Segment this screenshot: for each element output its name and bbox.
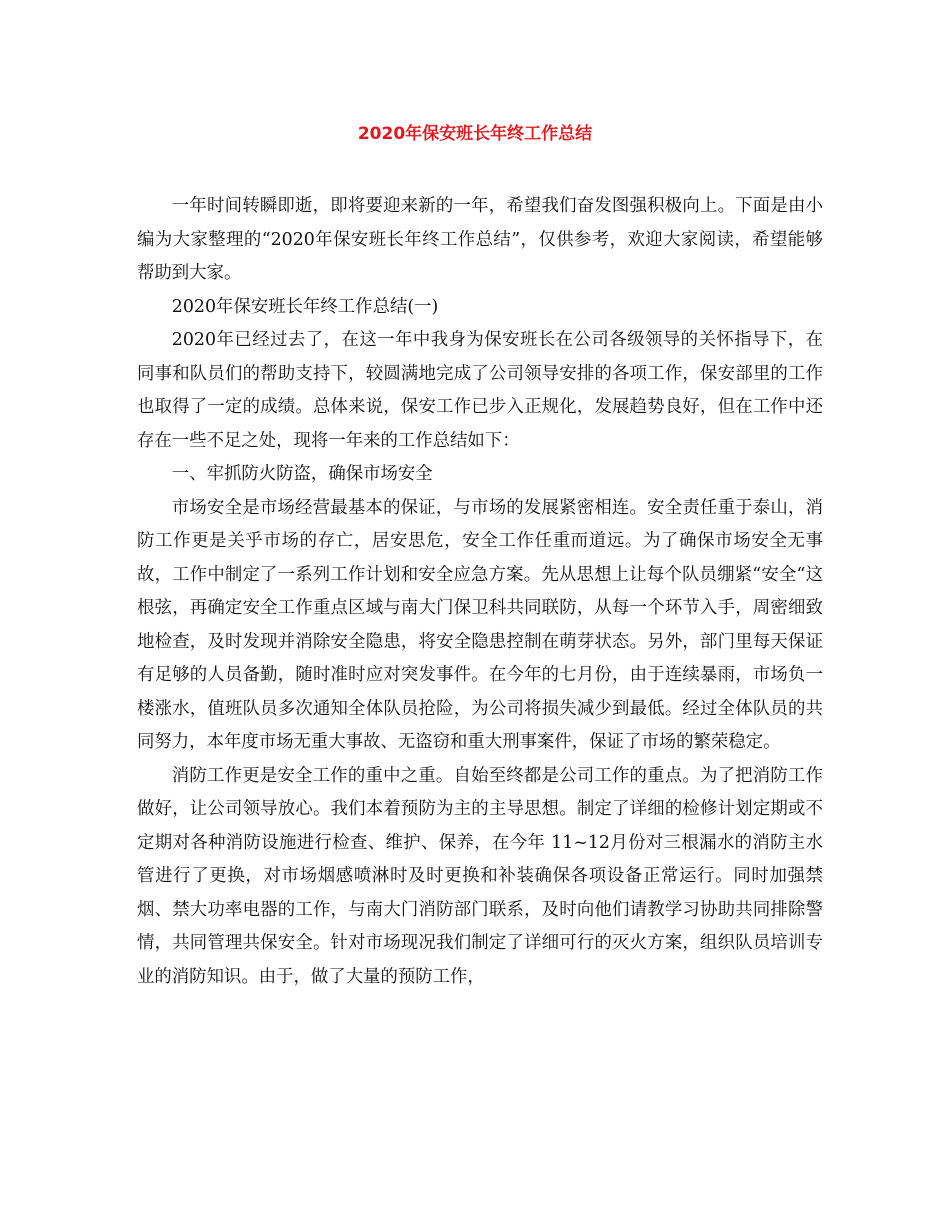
document-body [137,190,823,994]
section-heading-1: 2020年保安班长年终工作总结(一) [171,296,439,317]
market-safety-paragraph: 市场安全是市场经营最基本的保证，与市场的发展紧密相连。安全责任重于泰山，消防工作更是关乎市场的存亡，居安思危，安全工作任重而道远。为了确保市场安全无事故，工作中制定了一系列工作计划和安全应急方案。先从思想上让每个队员绷紧“安全“这根弦，再确定安全工作重点区域与南大门保卫科共同联防，从每一个环节入手，周密细致地检查，及时发现并消除安全隐患，将安全隐患控制在萌芽状态。另外，部门里每天保证有足够的人员备勤，随时准时应对突发事件。在今年的七月份，由于连续暴雨，市场负一楼涨水，值班队员多次通知全体队员抢险，为公司将损失减少到最低。经过全体队员的共同努力，本年度市场无重大事故、无盗窃和重大刑事案件，保证了市场的繁荣稳定。 [137,497,823,752]
intro-paragraph: 一年时间转瞬即逝，即将要迎来新的一年，希望我们奋发图强积极向上。下面是由小编为大家整理的“2020年保安班长年终工作总结”，仅供参考，欢迎大家阅读，希望能够帮助到大家。 [137,196,823,283]
document-title: 2020年保安班长年终工作总结 [357,124,593,144]
subsection-heading-1: 一、牢抓防火防盗，确保市场安全 [171,464,433,484]
summary-paragraph: 2020年已经过去了，在这一年中我身为保安班长在公司各级领导的关怀指导下，在同事和队员们的帮助支持下，较圆满地完成了公司领导安排的各项工作，保安部里的工作也取得了一定的成绩。总体来说，保安工作已步入正规化，发展趋势良好，但在工作中还存在一些不足之处，现将一年来的工作总结如下： [137,330,823,451]
fire-safety-paragraph: 消防工作更是安全工作的重中之重。自始至终都是公司工作的重点。为了把消防工作做好，让公司领导放心。我们本着预防为主的主导思想。制定了详细的检修计划定期或不定期对各种消防设施进行检查、维护、保养，在今年 11~12月份对三根漏水的消防主水管进行了更换，对市场烟感喷淋时及时更换和补装确保各项设备正常运行。同时加强禁烟、禁大功率电器的工作，与南大门消防部门联系，及时向他们请教学习协助共同排除警情，共同管理共保安全。针对市场现况我们制定了详细可行的灭火方案，组织队员培训专业的消防知识。由于，做了大量的预防工作， [137,765,823,987]
